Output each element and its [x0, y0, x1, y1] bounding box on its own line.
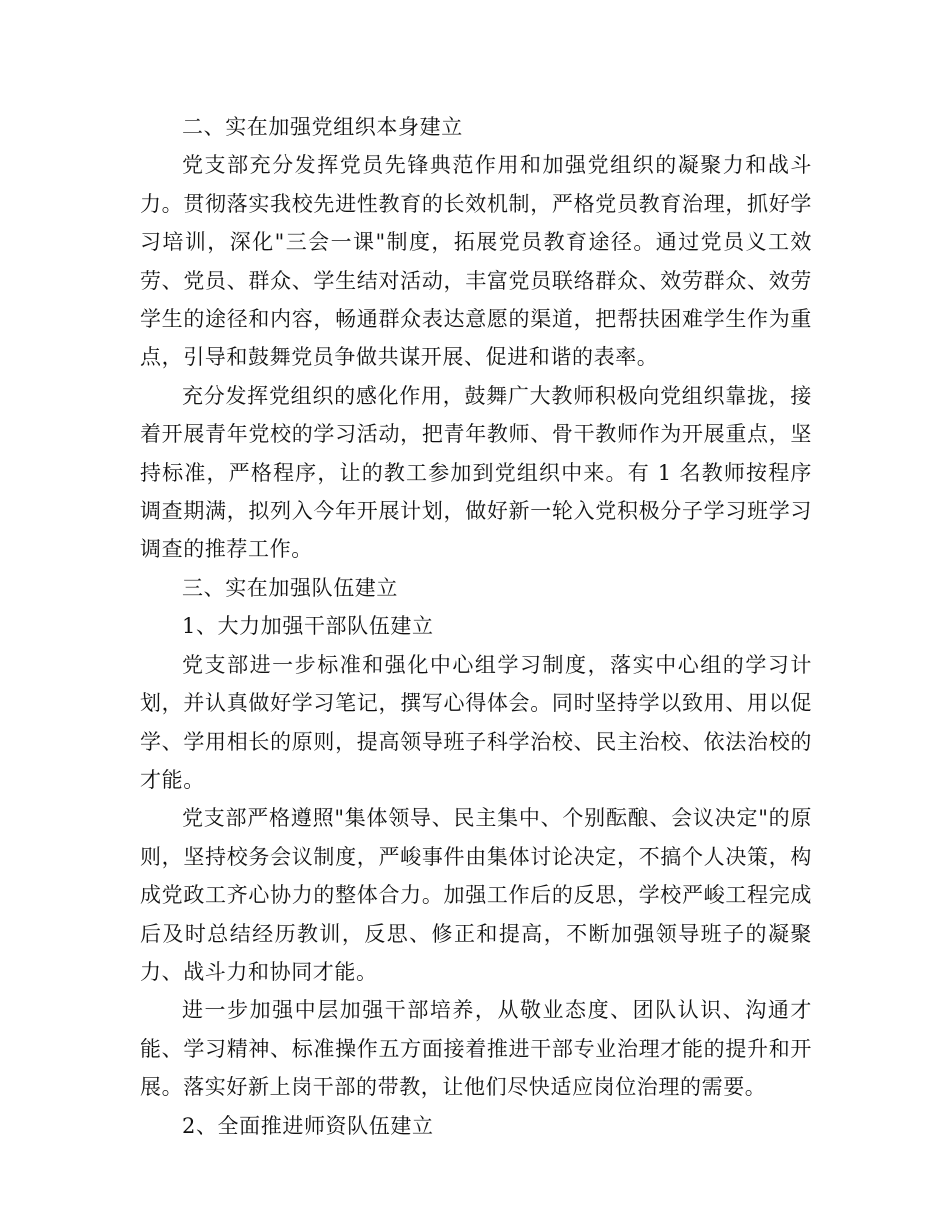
- body-paragraph: 进一步加强中层加强干部培养，从敬业态度、团队认识、沟通才能、学习精神、标准操作五方面接着推进干部专业治理才能的提升和开展。落实好新上岗干部的带教，让他们尽快适应岗位治理的需要。: [140, 998, 812, 1100]
- body-paragraph: 党支部充分发挥党员先锋典范作用和加强党组织的凝聚力和战斗力。贯彻落实我校先进性教育的长效机制，严格党员教育治理，抓好学习培训，深化"三会一课"制度，拓展党员教育途径。通过党员义工效劳、党员、群众、学生结对活动，丰富党员联络群众、效劳群众、效劳学生的途径和内容，畅通群众表达意愿的渠道，把帮扶困难学生作为重点，引导和鼓舞党员争做共谋开展、促进和谐的表率。: [140, 153, 812, 370]
- subsection-heading-cadre-team: 1、大力加强干部队伍建立: [182, 614, 434, 639]
- body-paragraph: 党支部进一步标准和强化中心组学习制度，落实中心组的学习计划，并认真做好学习笔记，撰写心得体会。同时坚持学以致用、用以促学、学用相长的原则，提高领导班子科学治校、民主治校、依法治校的才能。: [140, 652, 812, 792]
- subsection-heading-teacher-team: 2、全面推进师资队伍建立: [182, 1113, 434, 1138]
- section-heading-team-building: 三、实在加强队伍建立: [182, 575, 398, 600]
- document-body: [140, 108, 812, 1145]
- body-paragraph: 党支部严格遵照"集体领导、民主集中、个别酝酿、会议决定"的原则，坚持校务会议制度，严峻事件由集体讨论决定，不搞个人决策，构成党政工齐心协力的整体合力。加强工作后的反思，学校严峻工程完成后及时总结经历教训，反思、修正和提高，不断加强领导班子的凝聚力、战斗力和协同才能。: [140, 806, 812, 984]
- section-heading-party-organization: 二、实在加强党组织本身建立: [182, 115, 463, 139]
- body-paragraph: 充分发挥党组织的感化作用，鼓舞广大教师积极向党组织靠拢，接着开展青年党校的学习活动，把青年教师、骨干教师作为开展重点，坚持标准，严格程序，让的教工参加到党组织中来。有 1 名教师按程序调查期满，拟列入今年开展计划，做好新一轮入党积极分子学习班学习调查的推荐工作。: [140, 383, 812, 562]
